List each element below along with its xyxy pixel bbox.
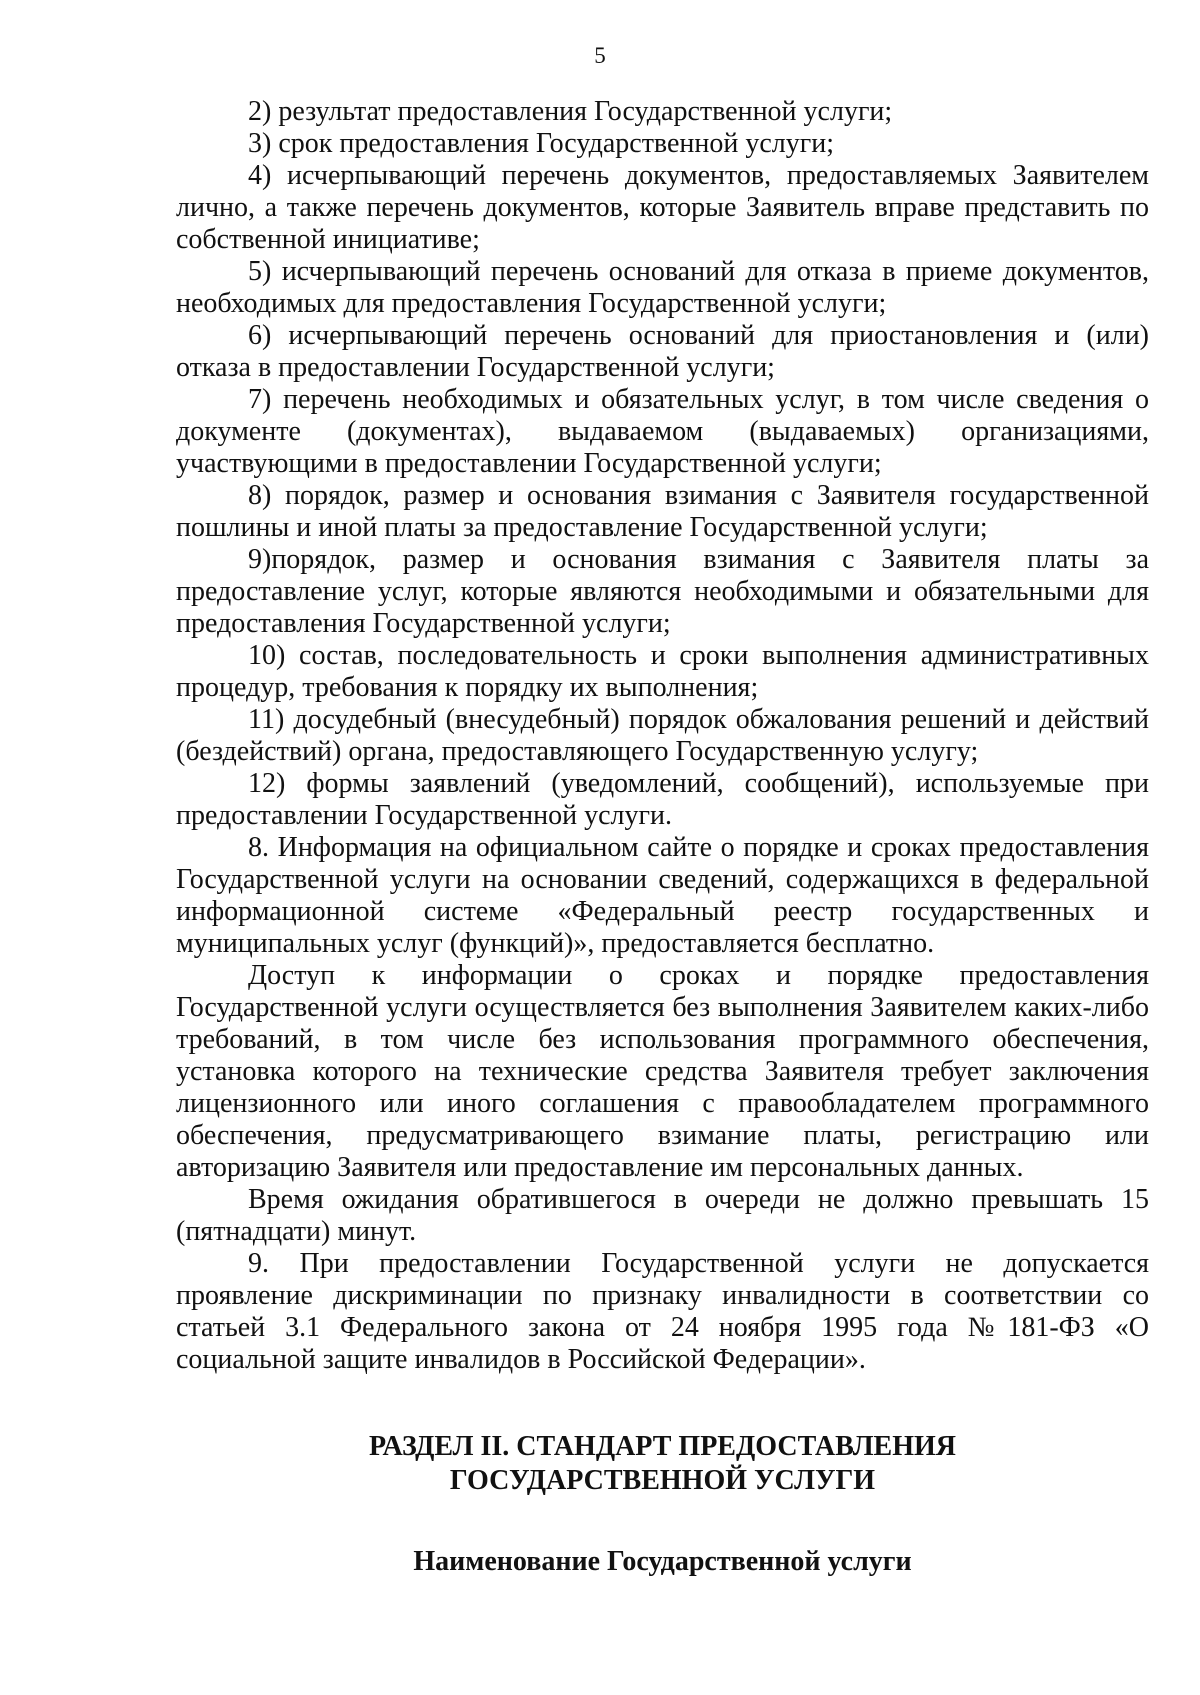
list-item-required-services: 7) перечень необходимых и обязательных услуг, в том числе сведения о документе (документах), выдаваемом (выдаваемых) организациями, участвующими в предоставлении Государственной услуги;: [176, 384, 1149, 479]
section-title-line-2: ГОСУДАРСТВЕННОЙ УСЛУГИ: [449, 1465, 876, 1496]
list-item-appeal: 11) досудебный (внесудебный) порядок обжалования решений и действий (бездействий) органа, предоставляющего Государственную услугу;: [176, 704, 1149, 767]
document-body: [176, 96, 1149, 1376]
section-title-line-1: РАЗДЕЛ II. СТАНДАРТ ПРЕДОСТАВЛЕНИЯ: [368, 1431, 957, 1462]
paragraph-access: Доступ к информации о сроках и порядке предоставления Государственной услуги осуществляется без выполнения Заявителем каких-либо требований, в том числе без использования программного обеспечения, установка которого на технические средства Заявителя требует заключения лицензионного или иного соглашения с правообладателем программного обеспечения, предусматривающего взимание платы, регистрацию или авторизацию Заявителя или предоставление им персональных данных.: [176, 960, 1149, 1183]
page-number: 5: [594, 43, 606, 68]
list-item-term: 3) срок предоставления Государственной услуги;: [248, 128, 835, 159]
list-item-documents: 4) исчерпывающий перечень документов, предоставляемых Заявителем лично, а также перечень документов, которые Заявитель вправе представить по собственной инициативе;: [176, 160, 1149, 255]
list-item-refusal-grounds: 5) исчерпывающий перечень оснований для отказа в приеме документов, необходимых для предоставления Государственной услуги;: [176, 256, 1149, 319]
list-item-state-fee: 8) порядок, размер и основания взимания с Заявителя государственной пошлины и иной платы за предоставление Государственной услуги;: [176, 480, 1149, 543]
list-item-service-fee: 9)порядок, размер и основания взимания с Заявителя платы за предоставление услуг, которые являются необходимыми и обязательными для предоставления Государственной услуги;: [176, 544, 1149, 639]
clause-8-official-site: 8. Информация на официальном сайте о порядке и сроках предоставления Государственной услуги на основании сведений, содержащихся в федеральной информационной системе «Федеральный реестр государственных и муниципальных услуг (функций)», предоставляется бесплатно.: [176, 832, 1149, 959]
list-item-suspension-grounds: 6) исчерпывающий перечень оснований для приостановления и (или) отказа в предоставлении Государственной услуги;: [176, 320, 1149, 383]
clause-9-discrimination: 9. При предоставлении Государственной услуги не допускается проявление дискриминации по признаку инвалидности в соответствии со статьей 3.1 Федерального закона от 24 ноября 1995 года №181-ФЗ «О социальной защите инвалидов в Российской Федерации».: [176, 1248, 1149, 1375]
list-item-result: 2) результат предоставления Государственной услуги;: [248, 96, 893, 127]
list-item-forms: 12) формы заявлений (уведомлений, сообщений), используемые при предоставлении Государственной услуги.: [176, 768, 1149, 831]
paragraph-waiting-time: Время ожидания обратившегося в очереди не должно превышать 15 (пятнадцати) минут.: [176, 1184, 1149, 1247]
subsection-title: Наименование Государственной услуги: [413, 1546, 912, 1577]
section-heading-block: [176, 1430, 1149, 1578]
list-item-procedures: 10) состав, последовательность и сроки выполнения административных процедур, требования к порядку их выполнения;: [176, 640, 1149, 703]
